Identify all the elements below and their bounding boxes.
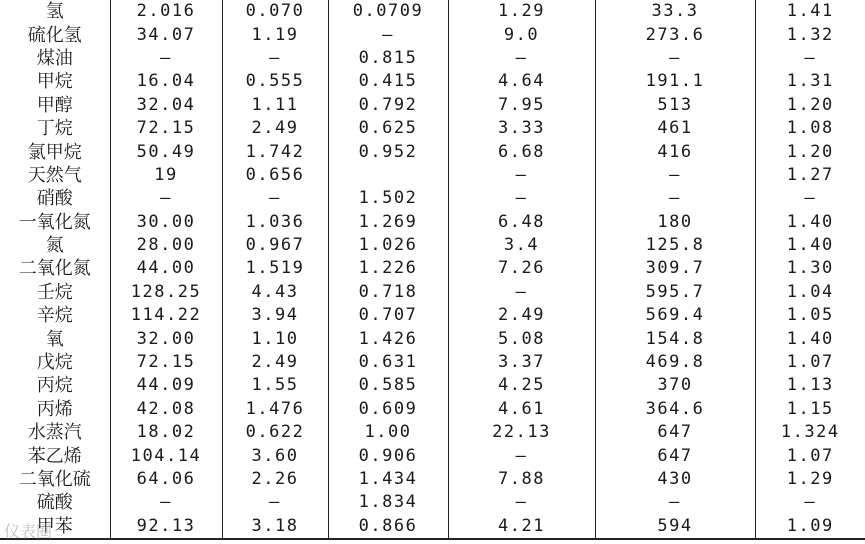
value-cell: 1.07 [755,351,865,374]
value-cell: 2.49 [448,304,595,327]
value-cell: 3.94 [222,304,328,327]
value-cell: 569.4 [595,304,755,327]
value-cell: 1.036 [222,211,328,234]
table-row [0,281,865,304]
value-cell: 1.20 [755,94,865,117]
value-cell: — [595,491,755,514]
value-cell: 1.10 [222,327,328,350]
value-cell: 180 [595,211,755,234]
value-cell: 3.18 [222,515,328,539]
value-cell: 370 [595,374,755,397]
value-cell: 9.0 [448,23,595,46]
value-cell: 1.476 [222,398,328,421]
value-cell: 1.29 [448,0,595,23]
value-cell: 647 [595,444,755,467]
value-cell: 128.25 [110,281,222,304]
value-cell: 0.792 [328,94,448,117]
value-cell: 1.834 [328,491,448,514]
value-cell: 469.8 [595,351,755,374]
value-cell: 154.8 [595,327,755,350]
value-cell: 1.40 [755,234,865,257]
value-cell: 114.22 [110,304,222,327]
value-cell: — [448,47,595,70]
substance-name-cell: 氢 [45,1,64,23]
value-cell: 1.05 [755,304,865,327]
substance-name-cell: 壬烷 [36,281,73,303]
table-row [0,187,865,210]
value-cell: 273.6 [595,23,755,46]
value-cell: 18.02 [110,421,222,444]
substance-name-cell: 氯甲烷 [27,141,82,163]
value-cell: 64.06 [110,468,222,491]
value-cell: 513 [595,94,755,117]
table-row [0,234,865,257]
value-cell: 7.26 [448,257,595,280]
value-cell: 595.7 [595,281,755,304]
substance-name-cell: 一氧化氮 [18,211,91,233]
substance-name-cell: 苯乙烯 [27,445,82,467]
table-row [0,47,865,70]
table-row [0,374,865,397]
table-row [0,70,865,93]
value-cell: 1.502 [328,187,448,210]
value-cell: 1.08 [755,117,865,140]
value-cell: — [755,47,865,70]
value-cell: 6.48 [448,211,595,234]
table-row [0,0,865,23]
value-cell: 0.718 [328,281,448,304]
substance-name-cell: 二氧化硫 [18,469,91,490]
table-row [0,140,865,163]
value-cell: 2.26 [222,468,328,491]
substance-name-cell: 氧 [45,328,64,350]
table-row [0,327,865,350]
table-row [0,468,865,491]
value-cell: 1.026 [328,234,448,257]
table-row [0,94,865,117]
value-cell: 0.625 [328,117,448,140]
substance-name-cell: 硫化氢 [27,24,82,46]
value-cell: 0.952 [328,140,448,163]
substance-name-cell: 煤油 [36,47,73,69]
value-cell: 461 [595,117,755,140]
value-cell: 1.20 [755,140,865,163]
value-cell: 72.15 [110,351,222,374]
value-cell: — [110,47,222,70]
value-cell: 1.32 [755,23,865,46]
table-row [0,304,865,327]
table-row [0,257,865,280]
value-cell: 191.1 [595,70,755,93]
substance-name-cell: 辛烷 [36,305,73,327]
value-cell: 0.707 [328,304,448,327]
value-cell: 0.906 [328,444,448,467]
table-row [0,23,865,46]
value-cell: 0.815 [328,47,448,70]
value-cell: 0.585 [328,374,448,397]
value-cell: 364.6 [595,398,755,421]
table-row [0,211,865,234]
value-cell: 1.07 [755,444,865,467]
value-cell: 92.13 [110,515,222,539]
value-cell: 1.04 [755,281,865,304]
value-cell: 0.967 [222,234,328,257]
value-cell: — [222,187,328,210]
value-cell: — [448,444,595,467]
value-cell: 7.88 [448,468,595,491]
value-cell: 72.15 [110,117,222,140]
value-cell: 0.555 [222,70,328,93]
value-cell: 309.7 [595,257,755,280]
value-cell: 104.14 [110,444,222,467]
value-cell: 32.00 [110,327,222,350]
substance-name-cell: 硝酸 [36,188,73,210]
value-cell: 1.15 [755,398,865,421]
value-cell: 30.00 [110,211,222,234]
value-cell: 2.49 [222,351,328,374]
value-cell: 44.00 [110,257,222,280]
value-cell: 16.04 [110,70,222,93]
value-cell: 0.631 [328,351,448,374]
value-cell: — [110,187,222,210]
value-cell: 1.19 [222,23,328,46]
value-cell: 416 [595,140,755,163]
table-row [0,491,865,514]
value-cell: 42.08 [110,398,222,421]
value-cell: 1.31 [755,70,865,93]
value-cell: 430 [595,468,755,491]
substance-name-cell: 丁烷 [36,118,73,140]
value-cell: 0.656 [222,164,328,187]
value-cell: 3.60 [222,444,328,467]
value-cell: — [222,491,328,514]
table-row [0,515,865,539]
value-cell: — [755,187,865,210]
value-cell: 6.68 [448,140,595,163]
substance-name-cell: 水蒸汽 [27,422,82,444]
value-cell: 34.07 [110,23,222,46]
value-cell: 22.13 [448,421,595,444]
substance-name-cell: 甲醇 [36,94,73,116]
value-cell: 594 [595,515,755,539]
value-cell: 4.64 [448,70,595,93]
value-cell: — [448,164,595,187]
value-cell: 50.49 [110,140,222,163]
value-cell: 1.40 [755,211,865,234]
value-cell: 2.49 [222,117,328,140]
value-cell: 19 [110,164,222,187]
value-cell: 28.00 [110,234,222,257]
value-cell: 1.40 [755,327,865,350]
value-cell: 0.070 [222,0,328,23]
value-cell: 1.226 [328,257,448,280]
substance-name-cell: 氮 [45,235,64,257]
value-cell: — [222,47,328,70]
value-cell: — [110,491,222,514]
value-cell: 3.33 [448,117,595,140]
value-cell: 1.426 [328,327,448,350]
value-cell: 5.08 [448,327,595,350]
value-cell: 3.4 [448,234,595,257]
substance-name-cell: 丙烷 [36,375,73,397]
table-row [0,444,865,467]
value-cell: 1.29 [755,468,865,491]
value-cell: — [595,47,755,70]
table-row [0,351,865,374]
table-row [0,398,865,421]
value-cell: — [755,491,865,514]
value-cell: 0.866 [328,515,448,539]
value-cell [328,164,448,187]
value-cell: 0.0709 [328,0,448,23]
value-cell: 32.04 [110,94,222,117]
value-cell: 1.519 [222,257,328,280]
value-cell: 44.09 [110,374,222,397]
table-row [0,164,865,187]
value-cell: 1.09 [755,515,865,539]
value-cell: — [328,23,448,46]
value-cell: 33.3 [595,0,755,23]
value-cell: 1.11 [222,94,328,117]
value-cell: 1.742 [222,140,328,163]
value-cell: 125.8 [595,234,755,257]
table-row [0,421,865,444]
substance-name-cell: 甲苯 [0,515,110,539]
value-cell: 1.13 [755,374,865,397]
value-cell: 647 [595,421,755,444]
value-cell: 1.55 [222,374,328,397]
value-cell: 1.269 [328,211,448,234]
value-cell: — [448,187,595,210]
value-cell: 2.016 [110,0,222,23]
value-cell: 0.415 [328,70,448,93]
substance-name-cell: 硫酸 [36,492,73,514]
substance-name-cell: 二氧化氮 [18,258,91,280]
value-cell: — [595,187,755,210]
value-cell: 1.27 [755,164,865,187]
value-cell: 4.61 [448,398,595,421]
table-row [0,117,865,140]
value-cell: 1.324 [755,421,865,444]
value-cell: 1.41 [755,0,865,23]
value-cell: 0.622 [222,421,328,444]
value-cell: 4.25 [448,374,595,397]
substance-name-cell: 戊烷 [36,352,73,374]
value-cell: 3.37 [448,351,595,374]
value-cell: 4.43 [222,281,328,304]
value-cell: 1.00 [328,421,448,444]
value-cell: 1.30 [755,257,865,280]
value-cell: 4.21 [448,515,595,539]
value-cell: 0.609 [328,398,448,421]
watermark: 仪表圈 [4,522,53,541]
value-cell: — [595,164,755,187]
substance-name-cell: 丙烯 [36,398,73,420]
value-cell: 1.434 [328,468,448,491]
value-cell: — [448,281,595,304]
substance-name-cell: 甲烷 [36,71,73,93]
value-cell: 7.95 [448,94,595,117]
substance-name-cell: 天然气 [27,164,82,186]
value-cell: — [448,491,595,514]
